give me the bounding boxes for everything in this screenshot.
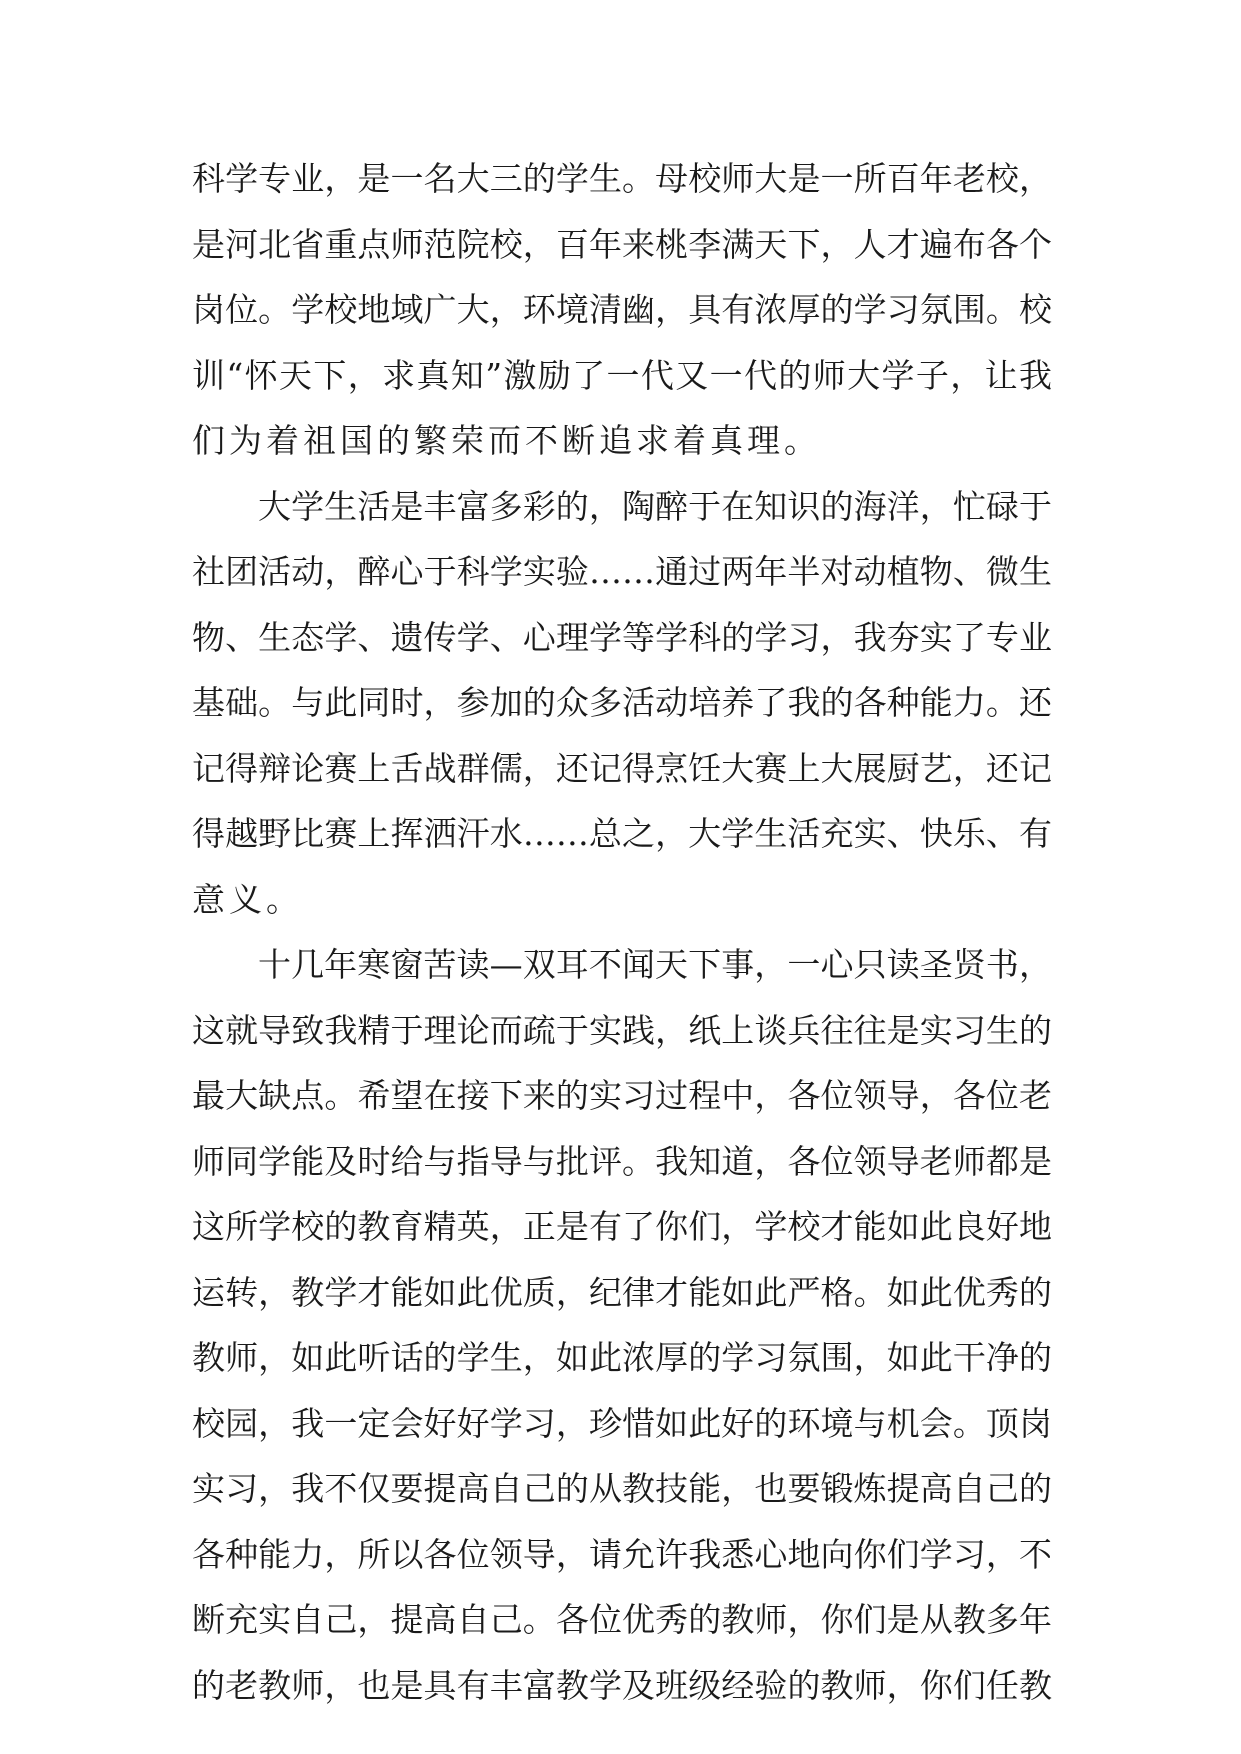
text-line: 断充实自己，提高自己。各位优秀的教师，你们是从教多年 <box>192 1600 1052 1639</box>
text-line: 教师，如此听话的学生，如此浓厚的学习氛围，如此干净的 <box>192 1338 1052 1377</box>
text-line: 大学生活是丰富多彩的，陶醉于在知识的海洋，忙碌于 <box>258 486 1052 526</box>
text-line: 各种能力，所以各位领导，请允许我悉心地向你们学习，不 <box>192 1534 1052 1574</box>
text-line: 运转，教学才能如此优质，纪律才能如此严格。如此优秀的 <box>192 1272 1052 1312</box>
text-line: 校园，我一定会好好学习，珍惜如此好的环境与机会。顶岗 <box>192 1403 1052 1443</box>
text-line: 实习，我不仅要提高自己的从教技能，也要锻炼提高自己的 <box>192 1469 1052 1508</box>
text-line: 得越野比赛上挥洒汗水……总之，大学生活充实、快乐、有 <box>192 814 1052 853</box>
text-line: 科学专业，是一名大三的学生。母校师大是一所百年老校， <box>192 159 1052 198</box>
text-line: 训“怀天下，求真知”激励了一代又一代的师大学子，让我 <box>192 355 1052 395</box>
text-line: 们为着祖国的繁荣而不断追求着真理。 <box>192 421 821 460</box>
text-line: 岗位。学校地域广大，环境清幽，具有浓厚的学习氛围。校 <box>192 290 1052 329</box>
text-line: 这就导致我精于理论而疏于实践，纸上谈兵往往是实习生的 <box>192 1010 1052 1050</box>
text-line: 基础。与此同时，参加的众多活动培养了我的各种能力。还 <box>192 683 1052 722</box>
text-line: 记得辩论赛上舌战群儒，还记得烹饪大赛上大展厨艺，还记 <box>192 748 1052 788</box>
text-line: 物、生态学、遗传学、心理学等学科的学习，我夯实了专业 <box>192 617 1052 657</box>
body-text <box>192 158 1052 1730</box>
text-line: 意义。 <box>192 879 303 919</box>
text-line: 师同学能及时给与指导与批评。我知道，各位领导老师都是 <box>192 1141 1052 1181</box>
text-line: 的老教师，也是具有丰富教学及班级经验的教师，你们任教 <box>192 1665 1052 1705</box>
text-line: 是河北省重点师范院校，百年来桃李满天下，人才遍布各个 <box>192 224 1052 264</box>
text-line: 十几年寒窗苦读—双耳不闻天下事，一心只读圣贤书， <box>258 945 1052 984</box>
text-line: 这所学校的教育精英，正是有了你们，学校才能如此良好地 <box>192 1207 1052 1246</box>
text-line: 社团活动，醉心于科学实验……通过两年半对动植物、微生 <box>192 552 1052 591</box>
text-line: 最大缺点。希望在接下来的实习过程中，各位领导，各位老 <box>192 1076 1052 1115</box>
